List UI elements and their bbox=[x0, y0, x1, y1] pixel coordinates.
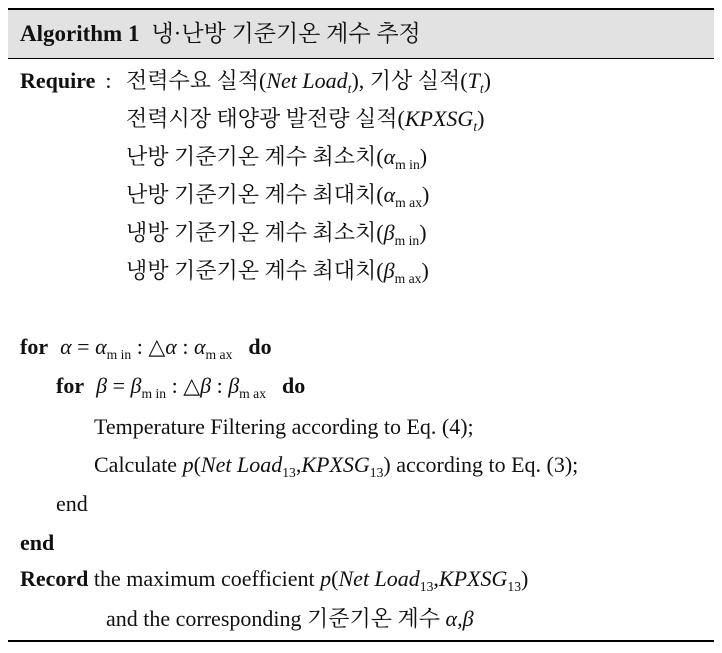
math-subscript: 13 bbox=[369, 465, 384, 481]
math-symbol: p bbox=[320, 566, 332, 591]
math-subscript: m ax bbox=[394, 271, 422, 287]
math-operator: ( bbox=[193, 452, 201, 477]
header-rule bbox=[8, 58, 714, 59]
math-symbol: Net Load bbox=[266, 68, 348, 93]
step-text: Temperature Filtering according to Eq. (4); bbox=[94, 414, 474, 439]
for-keyword: for bbox=[56, 373, 85, 398]
math-symbol: p bbox=[182, 452, 194, 477]
math-symbol: Net Load bbox=[200, 452, 283, 477]
inner-for-line bbox=[56, 371, 305, 401]
math-operator: = bbox=[71, 334, 96, 359]
math-subscript: t bbox=[347, 81, 352, 97]
math-symbol: β bbox=[96, 373, 108, 398]
algorithm-title: 냉·난방 기준기온 계수 추정 bbox=[151, 21, 421, 46]
require-text: 전력수요 실적( bbox=[126, 68, 267, 93]
math-operator: , bbox=[295, 452, 302, 477]
algorithm-header bbox=[8, 10, 714, 58]
require-item-solar bbox=[126, 104, 484, 134]
math-subscript: m ax bbox=[239, 386, 267, 402]
math-subscript: 13 bbox=[419, 579, 434, 595]
require-text: ) bbox=[419, 220, 427, 245]
math-operator: : bbox=[166, 373, 184, 398]
math-subscript: m ax bbox=[205, 347, 233, 363]
do-keyword: do bbox=[282, 373, 306, 398]
math-symbol: △α bbox=[148, 334, 177, 359]
math-symbol: β bbox=[130, 373, 142, 398]
math-operator: , bbox=[433, 566, 439, 591]
math-subscript: m in bbox=[106, 347, 132, 363]
bottom-rule bbox=[8, 640, 714, 642]
step-text: according to Eq. (3); bbox=[390, 452, 579, 477]
math-symbol: α bbox=[60, 334, 72, 359]
require-text: 전력시장 태양광 발전량 실적( bbox=[126, 106, 405, 131]
end-keyword: end bbox=[20, 530, 55, 555]
math-symbol: α bbox=[383, 182, 396, 207]
end-keyword: end bbox=[56, 491, 88, 516]
do-keyword: do bbox=[248, 334, 272, 359]
record-line-2 bbox=[106, 604, 474, 634]
outer-end-line bbox=[20, 528, 54, 558]
math-symbol: β bbox=[383, 220, 395, 245]
record-line-1 bbox=[20, 564, 528, 594]
math-symbol: KPXSG bbox=[404, 106, 474, 131]
require-item-cooling-min bbox=[126, 218, 427, 248]
math-symbol: α bbox=[95, 334, 107, 359]
math-symbol: Net Load bbox=[338, 566, 420, 591]
math-subscript: m ax bbox=[395, 195, 423, 211]
record-text: and the corresponding 기준기온 계수 bbox=[106, 606, 446, 631]
algorithm-label: Algorithm 1 bbox=[20, 21, 140, 46]
require-text: ) bbox=[421, 258, 429, 283]
math-operator: ( bbox=[331, 566, 339, 591]
algorithm-box bbox=[8, 8, 714, 642]
math-symbol: α,β bbox=[445, 606, 474, 631]
record-keyword: Record bbox=[20, 566, 89, 591]
math-subscript: t bbox=[473, 119, 478, 135]
require-text: ) bbox=[419, 144, 428, 169]
math-subscript: 13 bbox=[507, 579, 521, 595]
inner-end-line bbox=[56, 489, 88, 519]
math-symbol: △β bbox=[183, 373, 212, 398]
math-symbol: KPXSG bbox=[301, 452, 370, 477]
require-text: ), 기상 실적( bbox=[351, 68, 468, 93]
math-symbol: T bbox=[467, 68, 480, 93]
math-operator: = bbox=[107, 373, 131, 398]
require-text: ) bbox=[422, 182, 430, 207]
require-keyword: Require bbox=[20, 68, 96, 93]
require-text: 난방 기준기온 계수 최대치( bbox=[126, 182, 384, 207]
require-text: ) bbox=[483, 68, 491, 93]
step-calculate bbox=[94, 450, 578, 480]
step-text: Calculate bbox=[94, 452, 183, 477]
require-line-1 bbox=[20, 66, 112, 96]
math-operator: : bbox=[211, 373, 229, 398]
math-symbol: β bbox=[228, 373, 240, 398]
math-subscript: 13 bbox=[282, 465, 296, 481]
step-temperature-filtering bbox=[94, 412, 474, 442]
math-operator: ) bbox=[521, 566, 529, 591]
require-item-cooling-max bbox=[126, 256, 429, 286]
require-text: 냉방 기준기온 계수 최대치( bbox=[126, 258, 384, 283]
math-subscript: m in bbox=[394, 233, 420, 249]
require-item-heating-max bbox=[126, 180, 429, 210]
math-symbol: α bbox=[193, 334, 206, 359]
math-subscript: m in bbox=[395, 157, 420, 173]
math-operator: : bbox=[131, 334, 149, 359]
outer-for-line bbox=[20, 332, 272, 362]
math-operator: : bbox=[176, 334, 194, 359]
math-symbol: α bbox=[383, 144, 396, 169]
math-symbol: β bbox=[383, 258, 395, 283]
require-colon: : bbox=[105, 68, 112, 93]
math-operator: ) bbox=[383, 452, 391, 477]
math-subscript: t bbox=[479, 81, 484, 97]
require-text: 난방 기준기온 계수 최소치( bbox=[126, 144, 384, 169]
math-symbol: KPXSG bbox=[438, 566, 508, 591]
require-text: 냉방 기준기온 계수 최소치( bbox=[126, 220, 384, 245]
for-keyword: for bbox=[20, 334, 49, 359]
require-text: ) bbox=[477, 106, 485, 131]
math-subscript: m in bbox=[141, 386, 167, 402]
record-text: the maximum coefficient bbox=[88, 566, 321, 591]
require-item-demand-weather bbox=[126, 66, 491, 96]
require-item-heating-min bbox=[126, 142, 427, 172]
